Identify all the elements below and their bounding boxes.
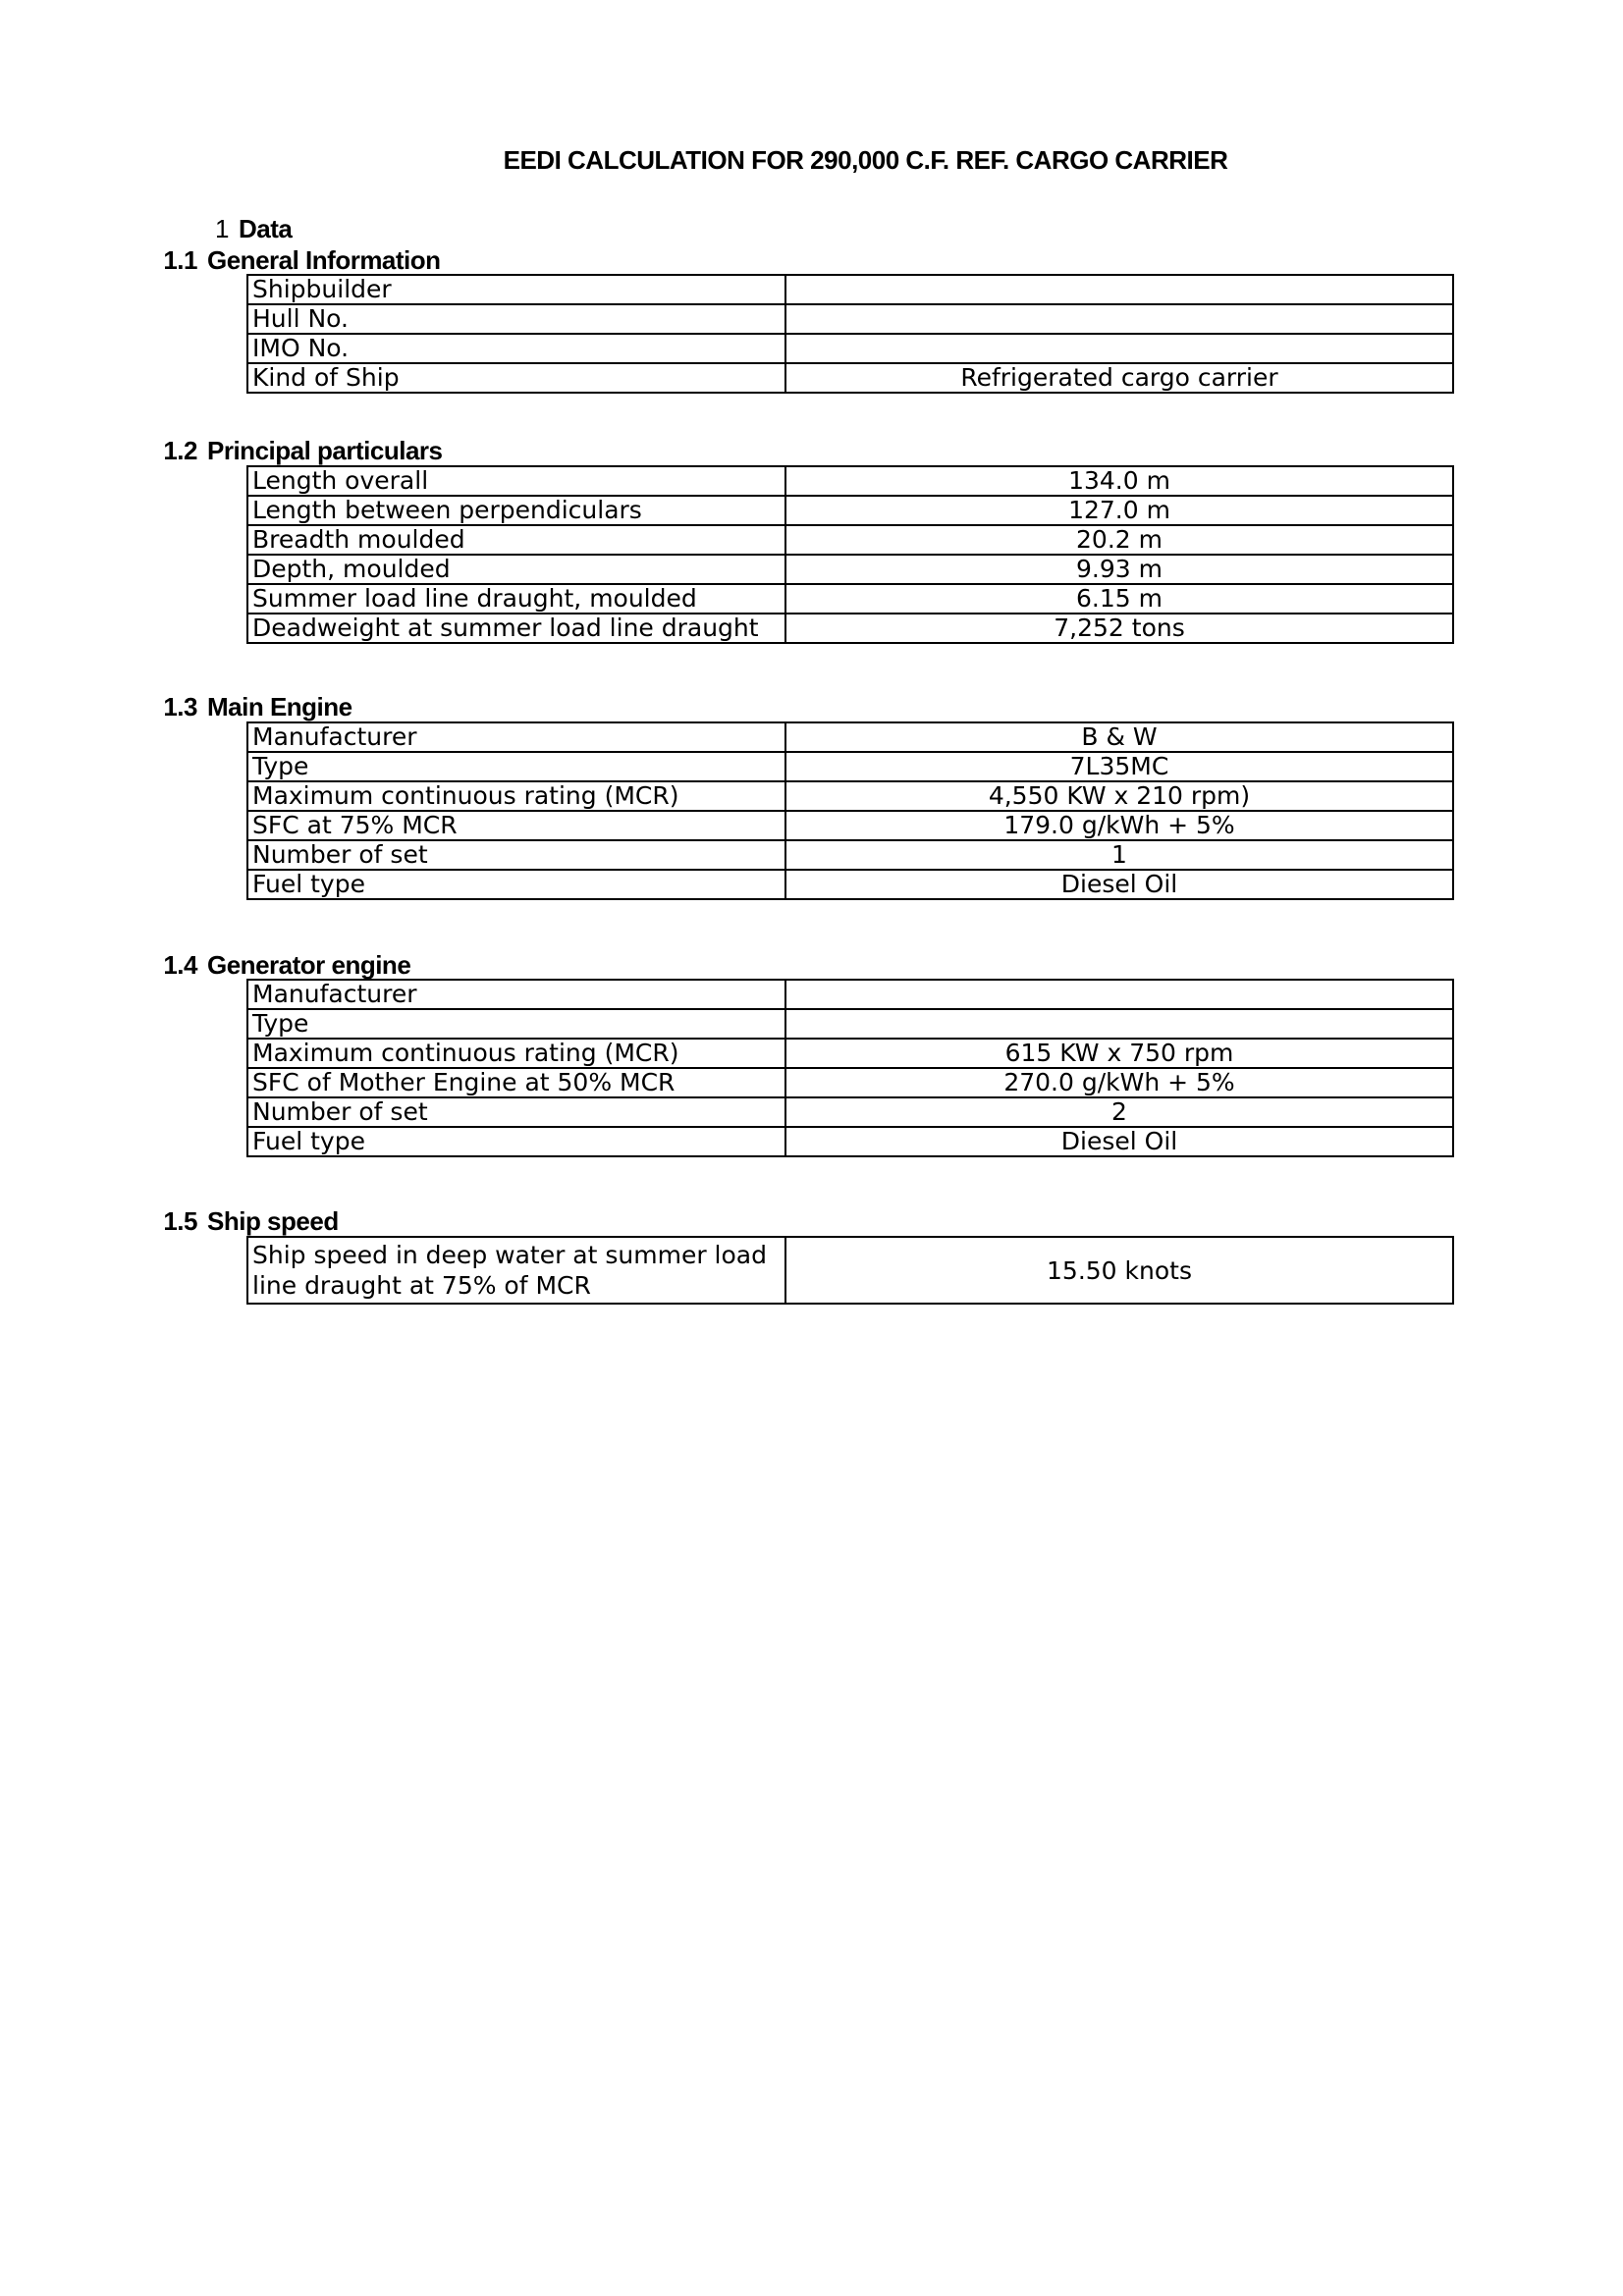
ship-speed-table bbox=[246, 1236, 1454, 1305]
row-key: SFC of Mother Engine at 50% MCR bbox=[247, 1068, 785, 1097]
section-heading-general-information bbox=[150, 245, 441, 276]
row-key: Manufacturer bbox=[247, 980, 785, 1009]
principal-particulars-table bbox=[246, 465, 1454, 644]
row-key: Maximum continuous rating (MCR) bbox=[247, 781, 785, 811]
table-row bbox=[247, 1039, 1453, 1068]
row-value: 7,252 tons bbox=[785, 614, 1453, 643]
section-number: 1.4 bbox=[163, 950, 197, 980]
generator-engine-table bbox=[246, 979, 1454, 1157]
row-key: Fuel type bbox=[247, 870, 785, 899]
row-value: 4,550 KW x 210 rpm) bbox=[785, 781, 1453, 811]
row-key: Deadweight at summer load line draught bbox=[247, 614, 785, 643]
row-key: Breadth moulded bbox=[247, 525, 785, 555]
row-value bbox=[785, 275, 1453, 304]
row-value bbox=[785, 334, 1453, 363]
row-key: Hull No. bbox=[247, 304, 785, 334]
table-row bbox=[247, 363, 1453, 393]
table-row bbox=[247, 466, 1453, 496]
section-label: Main Engine bbox=[207, 692, 352, 721]
row-value bbox=[785, 304, 1453, 334]
table-row bbox=[247, 334, 1453, 363]
row-value: 6.15 m bbox=[785, 584, 1453, 614]
row-value: Diesel Oil bbox=[785, 1127, 1453, 1156]
section-label: Principal particulars bbox=[207, 436, 443, 465]
row-key: Depth, moulded bbox=[247, 555, 785, 584]
row-key: Fuel type bbox=[247, 1127, 785, 1156]
row-key: Shipbuilder bbox=[247, 275, 785, 304]
row-key: Kind of Ship bbox=[247, 363, 785, 393]
table-row bbox=[247, 840, 1453, 870]
table-row bbox=[247, 811, 1453, 840]
section-label: General Information bbox=[207, 245, 441, 275]
row-key: Manufacturer bbox=[247, 722, 785, 752]
section-label: Data bbox=[239, 214, 293, 243]
row-key: Summer load line draught, moulded bbox=[247, 584, 785, 614]
row-key: SFC at 75% MCR bbox=[247, 811, 785, 840]
table-row bbox=[247, 1068, 1453, 1097]
table-row bbox=[247, 304, 1453, 334]
row-value: 270.0 g/kWh + 5% bbox=[785, 1068, 1453, 1097]
table-row bbox=[247, 1009, 1453, 1039]
section-number: 1.3 bbox=[163, 692, 197, 721]
row-key: Number of set bbox=[247, 840, 785, 870]
section-number: 1.1 bbox=[163, 245, 197, 275]
section-number: 1.5 bbox=[163, 1206, 197, 1236]
section-number: 1.2 bbox=[163, 436, 197, 465]
table-row bbox=[247, 752, 1453, 781]
table-row bbox=[247, 275, 1453, 304]
row-value: 179.0 g/kWh + 5% bbox=[785, 811, 1453, 840]
section-heading-principal-particulars bbox=[150, 436, 442, 466]
row-key: Number of set bbox=[247, 1097, 785, 1127]
table-row bbox=[247, 722, 1453, 752]
table-row bbox=[247, 1237, 1453, 1304]
table-row bbox=[247, 584, 1453, 614]
page-title: EEDI CALCULATION FOR 290,000 C.F. REF. CARGO CARRIER bbox=[503, 145, 1228, 175]
row-value: 20.2 m bbox=[785, 525, 1453, 555]
row-value: 7L35MC bbox=[785, 752, 1453, 781]
section-label: Generator engine bbox=[207, 950, 411, 980]
table-row bbox=[247, 781, 1453, 811]
row-key: Length overall bbox=[247, 466, 785, 496]
row-value: B & W bbox=[785, 722, 1453, 752]
row-value: 2 bbox=[785, 1097, 1453, 1127]
table-row bbox=[247, 980, 1453, 1009]
row-key: Maximum continuous rating (MCR) bbox=[247, 1039, 785, 1068]
row-key: Type bbox=[247, 752, 785, 781]
row-value: 9.93 m bbox=[785, 555, 1453, 584]
table-row bbox=[247, 525, 1453, 555]
table-row bbox=[247, 555, 1453, 584]
table-row bbox=[247, 614, 1453, 643]
main-engine-table bbox=[246, 721, 1454, 900]
row-value: Diesel Oil bbox=[785, 870, 1453, 899]
section-heading-main-engine bbox=[150, 692, 352, 722]
general-information-table bbox=[246, 274, 1454, 394]
section-label: Ship speed bbox=[207, 1206, 339, 1236]
section-number: 1 bbox=[215, 214, 229, 243]
row-value bbox=[785, 980, 1453, 1009]
row-key: Ship speed in deep water at summer load line draught at 75% of MCR bbox=[247, 1237, 785, 1304]
row-value: 615 KW x 750 rpm bbox=[785, 1039, 1453, 1068]
table-row bbox=[247, 1097, 1453, 1127]
section-heading-ship-speed bbox=[150, 1206, 339, 1237]
row-value: 134.0 m bbox=[785, 466, 1453, 496]
table-row bbox=[247, 1127, 1453, 1156]
row-key: Type bbox=[247, 1009, 785, 1039]
table-row bbox=[247, 496, 1453, 525]
row-value: 127.0 m bbox=[785, 496, 1453, 525]
section-heading-data bbox=[182, 214, 292, 244]
row-value: 15.50 knots bbox=[785, 1237, 1453, 1304]
row-key: Length between perpendiculars bbox=[247, 496, 785, 525]
section-heading-generator-engine bbox=[150, 950, 410, 981]
row-value: Refrigerated cargo carrier bbox=[785, 363, 1453, 393]
table-row bbox=[247, 870, 1453, 899]
row-key: IMO No. bbox=[247, 334, 785, 363]
row-value bbox=[785, 1009, 1453, 1039]
row-value: 1 bbox=[785, 840, 1453, 870]
